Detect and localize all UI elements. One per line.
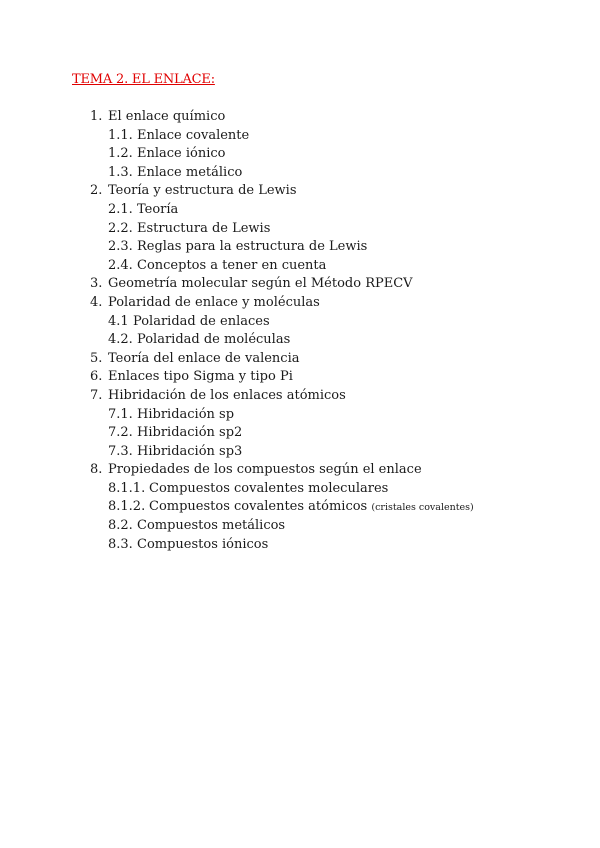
toc-number: 8.2.: [108, 518, 133, 534]
toc-subsection: [0, 498, 600, 517]
toc-text: [137, 201, 178, 220]
toc-label: Polaridad de enlace y moléculas: [108, 294, 320, 310]
toc-text: [149, 498, 474, 518]
toc-text: [137, 220, 270, 239]
toc-number: 7.: [90, 387, 103, 403]
toc-number: 2.4.: [108, 257, 133, 273]
toc-section: [0, 368, 600, 387]
toc-number: 1.1.: [108, 127, 133, 143]
toc-label: Compuestos metálicos: [137, 518, 286, 534]
toc-label: Teoría y estructura de Lewis: [108, 183, 297, 199]
toc-subsection: [0, 127, 600, 146]
toc-label: Compuestos covalentes atómicos: [149, 499, 368, 515]
toc-subsection: [0, 536, 600, 555]
toc-text: [137, 536, 268, 555]
page-title: TEMA 2. EL ENLACE:: [72, 72, 215, 87]
toc-label: Hibridación sp2: [137, 425, 243, 441]
toc-label: Hibridación de los enlaces atómicos: [108, 387, 346, 403]
toc-subsection: [0, 517, 600, 536]
toc-number: 4.2.: [108, 332, 133, 348]
table-of-contents: [0, 108, 600, 554]
toc-label: Teoría: [137, 201, 179, 217]
toc-text: [137, 164, 242, 183]
toc-number: 7.3.: [108, 443, 133, 459]
toc-number: 8.3.: [108, 536, 133, 552]
toc-label: Enlaces tipo Sigma y tipo Pi: [108, 369, 293, 385]
toc-label: Teoría del enlace de valencia: [108, 350, 300, 366]
toc-number: 2.3.: [108, 239, 133, 255]
toc-subsection: [0, 443, 600, 462]
toc-label: Enlace iónico: [137, 146, 226, 162]
toc-text: [108, 108, 225, 127]
toc-number: 2.: [90, 183, 103, 199]
toc-label: Estructura de Lewis: [137, 220, 271, 236]
toc-number: 8.1.1.: [108, 480, 146, 496]
toc-text: [108, 387, 346, 406]
toc-label: Compuestos covalentes moleculares: [149, 480, 389, 496]
toc-label: Reglas para la estructura de Lewis: [137, 239, 368, 255]
toc-label: Geometría molecular según el Método RPECV: [108, 276, 413, 292]
toc-number: 8.: [90, 462, 103, 478]
toc-text: [108, 368, 293, 387]
toc-number: 5.: [90, 350, 103, 366]
toc-subsection: [0, 257, 600, 276]
toc-label: Hibridación sp3: [137, 443, 243, 459]
toc-note: (cristales covalentes): [371, 502, 474, 514]
toc-number: 7.1.: [108, 406, 133, 422]
toc-subsection: [0, 331, 600, 350]
toc-text: [108, 350, 299, 369]
toc-text: [137, 257, 326, 276]
toc-label: El enlace químico: [108, 109, 226, 124]
toc-subsection: [0, 145, 600, 164]
toc-number: 4.1: [108, 313, 129, 329]
toc-text: [108, 275, 413, 294]
toc-label: Polaridad de enlaces: [133, 313, 270, 329]
toc-text: [137, 443, 242, 462]
toc-text: [137, 238, 367, 257]
toc-number: 2.1.: [108, 201, 133, 217]
toc-text: [137, 424, 242, 443]
toc-label: Enlace covalente: [137, 127, 250, 143]
toc-subsection: [0, 406, 600, 425]
toc-section: [0, 108, 600, 127]
toc-subsection: [0, 220, 600, 239]
toc-text: [137, 127, 249, 146]
toc-number: 1.2.: [108, 146, 133, 162]
toc-text: [149, 480, 388, 499]
toc-number: 3.: [90, 276, 103, 292]
toc-label: Conceptos a tener en cuenta: [137, 257, 327, 273]
toc-text: [137, 517, 285, 536]
toc-number: 2.2.: [108, 220, 133, 236]
toc-text: [137, 145, 226, 164]
toc-text: [137, 331, 290, 350]
toc-number: 6.: [90, 369, 103, 385]
toc-subsection: [0, 313, 600, 332]
toc-subsection: [0, 480, 600, 499]
toc-number: 1.3.: [108, 164, 133, 180]
toc-label: Propiedades de los compuestos según el enlace: [108, 462, 422, 478]
toc-subsection: [0, 424, 600, 443]
toc-section: [0, 294, 600, 313]
toc-subsection: [0, 201, 600, 220]
toc-text: [108, 461, 422, 480]
toc-section: [0, 387, 600, 406]
toc-subsection: [0, 238, 600, 257]
toc-text: [108, 294, 320, 313]
toc-number: 4.: [90, 294, 103, 310]
toc-number: 1.: [90, 109, 103, 124]
toc-number: 8.1.2.: [108, 499, 146, 515]
toc-subsection: [0, 164, 600, 183]
toc-section: [0, 275, 600, 294]
toc-label: Hibridación sp: [137, 406, 235, 422]
toc-section: [0, 350, 600, 369]
toc-section: [0, 182, 600, 201]
toc-label: Enlace metálico: [137, 164, 243, 180]
toc-section: [0, 461, 600, 480]
toc-text: [108, 182, 297, 201]
toc-label: Polaridad de moléculas: [137, 332, 291, 348]
toc-text: [133, 313, 270, 332]
toc-number: 7.2.: [108, 425, 133, 441]
toc-text: [137, 406, 234, 425]
toc-label: Compuestos iónicos: [137, 536, 269, 552]
